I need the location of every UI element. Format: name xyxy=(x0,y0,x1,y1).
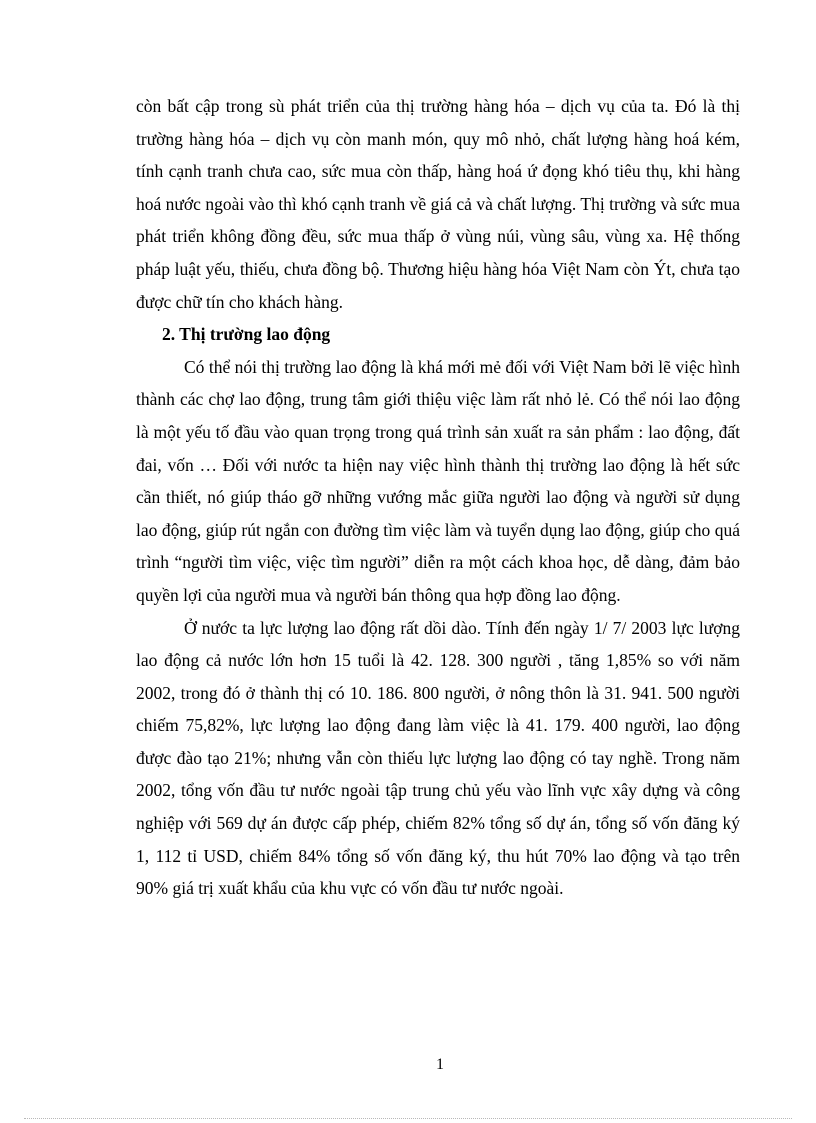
body-paragraph-labor-statistics: Ở nước ta lực lượng lao động rất dồi dào. Tính đến ngày 1/ 7/ 2003 lực lượng lao động cả nước lớn hơn 15 tuổi là 42. 128. 300 người , tăng 1,85% so với năm 2002, trong đó ở thành thị có 10. 186. 800 người, ở nông thôn là 31. 941. 500 người chiếm 75,82%, lực lượng lao động đang làm việc là 41. 179. 400 người, lao động được đào tạo 21%; nhưng vẫn còn thiếu lực lượng lao động có tay nghề. Trong năm 2002, tổng vốn đầu tư nước ngoài tập trung chủ yếu vào lĩnh vực xây dựng và công nghiệp với 569 dự án được cấp phép, chiếm 82% tổng số dự án, tổng số vốn đăng ký 1, 112 tỉ USD, chiếm 84% tổng số vốn đăng ký, thu hút 70% lao động và tạo trên 90% giá trị xuất khẩu của khu vực có vốn đầu tư nước ngoài. xyxy=(136,617,740,899)
continued-paragraph: còn bất cập trong sù phát triển của thị trường hàng hóa – dịch vụ của ta. Đó là thị trường hàng hóa – dịch vụ còn manh món, quy mô nhỏ, chất lượng hàng hoá kém, tính cạnh tranh chưa cao, sức mua còn thấp, hàng hoá ứ đọng khó tiêu thụ, khi hàng hoá nước ngoài vào thì khó cạnh tranh về giá cả và chất lượng. Thị trường và sức mua phát triển không đồng đều, sức mua thấp ở vùng núi, vùng sâu, vùng xa. Hệ thống pháp luật yếu, thiếu, chưa đồng bộ. Thương hiệu hàng hóa Việt Nam còn Ýt, chưa tạo được chữ tín cho khách hàng. xyxy=(136,96,740,312)
section-heading: 2. Thị trường lao động xyxy=(162,324,331,345)
page-bottom-divider xyxy=(24,1118,792,1119)
document-body xyxy=(136,90,740,905)
page-number: 1 xyxy=(436,1056,444,1073)
body-paragraph-labor-market: Có thể nói thị trường lao động là khá mới mẻ đối với Việt Nam bởi lẽ việc hình thành các chợ lao động, trung tâm giới thiệu việc làm rất nhỏ lẻ. Có thể nói lao động là một yếu tố đầu vào quan trọng trong quá trình sản xuất ra sản phẩm : lao động, đất đai, vốn … Đối với nước ta hiện nay việc hình thành thị trường lao động là hết sức cần thiết, nó giúp tháo gỡ những vướng mắc giữa người lao động và người sử dụng lao động, giúp rút ngắn con đường tìm việc làm và tuyển dụng lao động, giúp cho quá trình “người tìm việc, việc tìm người” diễn ra một cách khoa học, dễ dàng, đảm bảo quyền lợi của người mua và người bán thông qua hợp đồng lao động. xyxy=(136,356,740,605)
